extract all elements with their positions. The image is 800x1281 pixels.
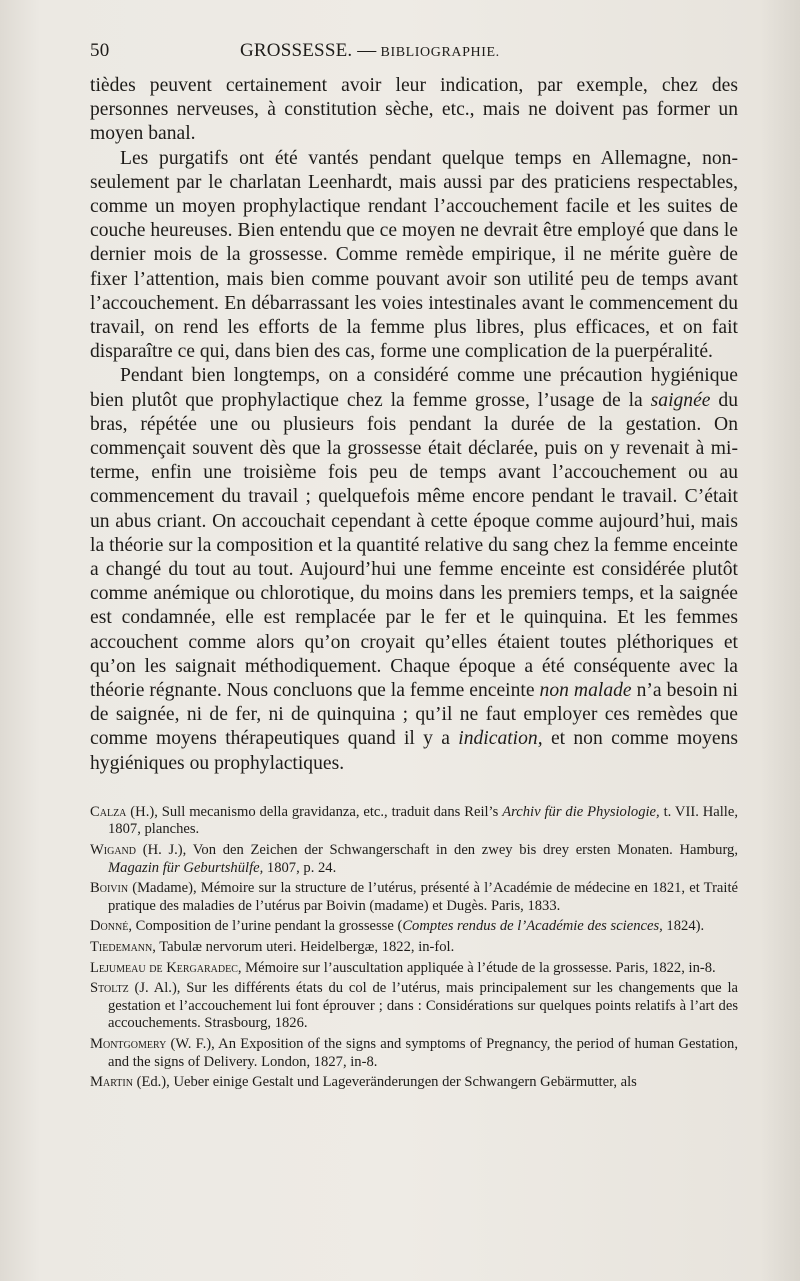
- ref-text: , Composition de l’urine pendant la grossesse (: [128, 918, 403, 935]
- bibliography-entry: [90, 804, 738, 839]
- italic-term: non malade: [539, 680, 632, 702]
- ref-title: Comptes rendus de l’Académie des sciences,: [402, 918, 663, 935]
- ref-author: Stoltz: [90, 980, 129, 997]
- italic-term: indication,: [458, 728, 543, 750]
- section-gap: [90, 776, 738, 804]
- ref-text: , Mémoire sur l’auscultation appliquée à l’étude de la grossesse. Paris, 1822, in-8.: [237, 959, 716, 976]
- running-title: GROSSESSE. —: [240, 40, 377, 61]
- bibliography-list: [90, 804, 738, 1092]
- italic-term: saignée: [650, 389, 711, 411]
- bibliography-entry: [90, 918, 738, 936]
- ref-author: Wigand: [90, 842, 136, 859]
- ref-text: (J. Al.), Sur les différents états du col de l’utérus, mais principalement sur les changements que la gestation et l’accouchement lui font éprouver ; dans : Considérations sur quelques points relatifs à l’art des accouchements. Strasbourg, 1826.: [108, 980, 738, 1032]
- ref-author: Martin: [90, 1074, 133, 1091]
- bibliography-entry: [90, 980, 738, 1033]
- ref-text: 1824).: [662, 918, 705, 935]
- text-run: et non comme moyens hygiéniques ou prophylactiques.: [90, 728, 738, 774]
- ref-author: Lejumeau de Kergaradec: [90, 959, 238, 976]
- running-subtitle: BIBLIOGRAPHIE.: [380, 45, 500, 60]
- ref-text: (H.), Sull mecanismo della gravidanza, etc., traduit dans Reil’s: [126, 803, 503, 820]
- ref-author: Calza: [90, 803, 127, 820]
- paragraph-continuation: tièdes peuvent certainement avoir leur indication, par exemple, chez des personnes nerveuses, à constitution sèche, etc., mais ne doivent pas former un moyen banal.: [90, 75, 738, 145]
- ref-text: (W. F.), An Exposition of the signs and symptoms of Pregnancy, the period of human Gestation, and the signs of Delivery. London, 1827, in-8.: [108, 1036, 738, 1070]
- ref-text: (Ed.), Ueber einige Gestalt und Lageveränderungen der Schwangern Gebärmutter, als: [132, 1074, 637, 1091]
- ref-text: , Tabulæ nervorum uteri. Heidelbergæ, 1822, in-fol.: [152, 939, 455, 956]
- paragraph-purgatifs: Les purgatifs ont été vantés pendant quelque temps en Allemagne, non-seulement par le charlatan Leenhardt, mais aussi par des praticiens respectables, comme un moyen prophylactique rendant l’accouchement facile et les suites de couche heureuses. Bien entendu que ce moyen ne devrait être employé que dans le dernier mois de la grossesse. Comme remède empirique, il ne mérite guère de fixer l’attention, mais bien comme pouvant avoir son utilité peu de temps avant l’accouchement. En débarrassant les voies intestinales avant le commencement du travail, on rend les efforts de la femme plus libres, plus efficaces, et on fait disparaître ce qui, dans bien des cas, forme une complication de la puerpéralité.: [90, 147, 738, 363]
- bibliography-entry: [90, 1036, 738, 1071]
- ref-title: Archiv für die Physiologie,: [502, 803, 660, 820]
- ref-author: Montgomery: [90, 1036, 167, 1053]
- bibliography-entry: [90, 960, 738, 978]
- ref-text: (H. J.), Von den Zeichen der Schwangerschaft in den zwey bis drey ersten Monaten. Hamburg,: [136, 842, 738, 859]
- ref-author: Tiedemann: [90, 939, 153, 956]
- bibliography-entry: [90, 939, 738, 957]
- bibliography-entry: [90, 842, 738, 877]
- ref-text: (Madame), Mémoire sur la structure de l’utérus, présenté à l’Académie de médecine en 1821, et Traité pratique des maladies de l’utérus par Boivin (madame) et Dugès. Paris, 1833.: [108, 880, 738, 914]
- text-run: n’a besoin ni de saignée, ni de fer, ni de quinquina ; qu’il ne faut employer ces remèdes que comme moyens thérapeutiques quand il y a: [90, 680, 738, 750]
- running-header: [90, 40, 738, 74]
- text-run: du bras, répétée une ou plusieurs fois pendant la durée de la gestation. On commençait souvent dès que la grossesse était déclarée, puis on y revenait à mi-terme, enfin une troisième fois peu de temps avant l’accouchement ou au commencement du travail ; quelquefois même encore pendant le travail. C’était un abus criant. On accouchait cependant à cette époque comme aujourd’hui, mais la théorie sur la composition et la quantité relative du sang chez la femme enceinte a changé du tout au tout. Aujourd’hui une femme enceinte est considérée plutôt comme anémique ou chlorotique, du moins dans les premiers temps, et la saignée est condamnée, elle est remplacée par le fer et le quinquina. Et les femmes accouchent comme alors qu’on croyait qu’elles étaient toutes pléthoriques et qu’on les saignait méthodiquement. Chaque époque a été conséquente avec la théorie régnante. Nous concluons que la femme enceinte: [90, 389, 738, 702]
- ref-title: Magazin für Geburtshülfe,: [108, 859, 264, 876]
- ref-author: Boivin: [90, 880, 129, 897]
- ref-text: t. VII. Halle, 1807, planches.: [108, 803, 738, 838]
- text-run: Pendant bien longtemps, on a considéré comme une précaution hygiénique bien plutôt que prophylactique chez la femme grosse, l’usage de la: [90, 365, 738, 411]
- paragraph-saignee: [90, 364, 738, 775]
- bibliography-entry: [90, 880, 738, 915]
- ref-text: 1807, p. 24.: [263, 859, 337, 876]
- page-number: 50: [90, 40, 110, 61]
- ref-author: Donné: [90, 918, 129, 935]
- main-text: [90, 74, 738, 776]
- bibliography-entry: [90, 1074, 738, 1092]
